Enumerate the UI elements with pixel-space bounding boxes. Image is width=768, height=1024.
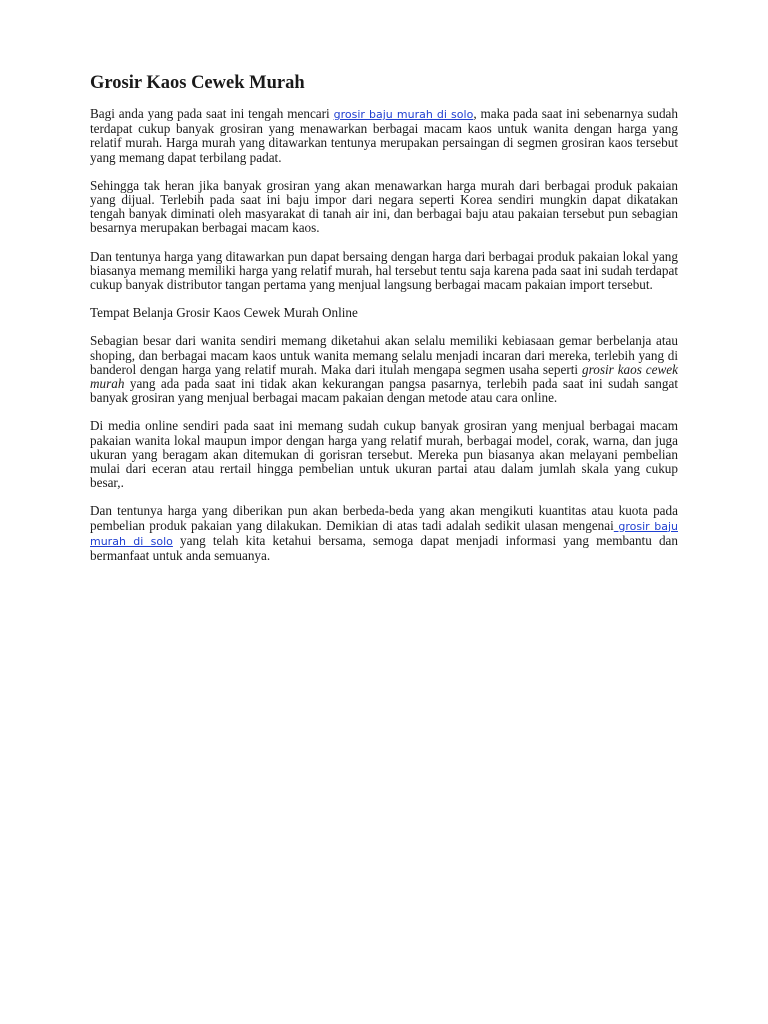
paragraph-4-text-before: Sebagian besar dari wanita sendiri memang diketahui akan selalu memiliki kebiasaan gemar berbelanja atau shoping, dan berbagai macam kaos untuk wanita memang selalu menjadi incaran dari mereka, terlebih yang di banderol dengan harga yang relatif murah. Maka dari itulah mengapa segmen usaha seperti: [90, 333, 678, 377]
paragraph-5: Di media online sendiri pada saat ini memang sudah cukup banyak grosiran yang menjual berbagai macam pakaian wanita lokal maupun impor dengan harga yang relatif murah, berbagai model, corak, warna, dan juga ukuran yang beragam akan ditemukan di gorisran tersebut. Mereka pun biasanya akan melayani pembelian mulai dari eceran atau rertail hingga pembelian untuk ukuran partai atau dalam jumlah skala yang cukup besar,.: [90, 418, 678, 491]
paragraph-4: [90, 334, 678, 405]
italic-keyword: grosir kaos cewek murah: [90, 361, 679, 392]
paragraph-6: [90, 504, 678, 563]
document-page: [90, 72, 678, 577]
section-subheading: Tempat Belanja Grosir Kaos Cewek Murah Online: [90, 305, 358, 321]
grosir-baju-link-1[interactable]: grosir baju murah di solo: [333, 108, 474, 121]
page-title: Grosir Kaos Cewek Murah: [90, 73, 305, 93]
paragraph-1-text-before: Bagi anda yang pada saat ini tengah mencari: [90, 106, 334, 121]
paragraph-6-text-after: yang telah kita ketahui bersama, semoga dapat menjadi informasi yang membantu dan bermanfaat untuk anda semuanya.: [90, 532, 678, 564]
paragraph-6-text-before: Dan tentunya harga yang diberikan pun akan berbeda-beda yang akan mengikuti kuantitas atau kuota pada pembelian produk pakaian yang dilakukan. Demikian di atas tadi adalah sedikit ulasan mengenai: [90, 503, 678, 533]
paragraph-1-text-after: , maka pada saat ini sebenarnya sudah terdapat cukup banyak grosiran yang menawarkan berbagai macam kaos untuk wanita dengan harga yang relatif murah. Harga murah yang ditawarkan tentunya merupakan persaingan di segmen grosiran kaos tersebut yang memang dapat terbilang padat.: [90, 106, 678, 165]
paragraph-3: Dan tentunya harga yang ditawarkan pun dapat bersaing dengan harga dari berbagai produk pakaian lokal yang biasanya memang memiliki harga yang relatif murah, hal tersebut tentu saja karena pada saat ini sudah terdapat cukup banyak distributor tangan pertama yang menjual langsung berbagai macam pakaian import tersebut.: [90, 248, 678, 293]
paragraph-2: Sehingga tak heran jika banyak grosiran yang akan menawarkan harga murah dari berbagai produk pakaian yang dijual. Terlebih pada saat ini baju impor dari negara seperti Korea sendiri mungkin dapat dikatakan tengah banyak diminati oleh masyarakat di tanah air ini, dan berbagai baju atau pakaian tersebut pun sebagian besarnya merupakan berbagai macam kaos.: [90, 177, 678, 236]
paragraph-4-text-after: yang ada pada saat ini tidak akan kekurangan pangsa pasarnya, terlebih pada saat ini sudah sangat banyak grosiran yang menjual berbagai macam pakaian dengan metode atau cara online.: [90, 376, 678, 406]
grosir-baju-link-2[interactable]: grosir baju murah di solo: [90, 519, 678, 548]
paragraph-1: [90, 107, 678, 165]
